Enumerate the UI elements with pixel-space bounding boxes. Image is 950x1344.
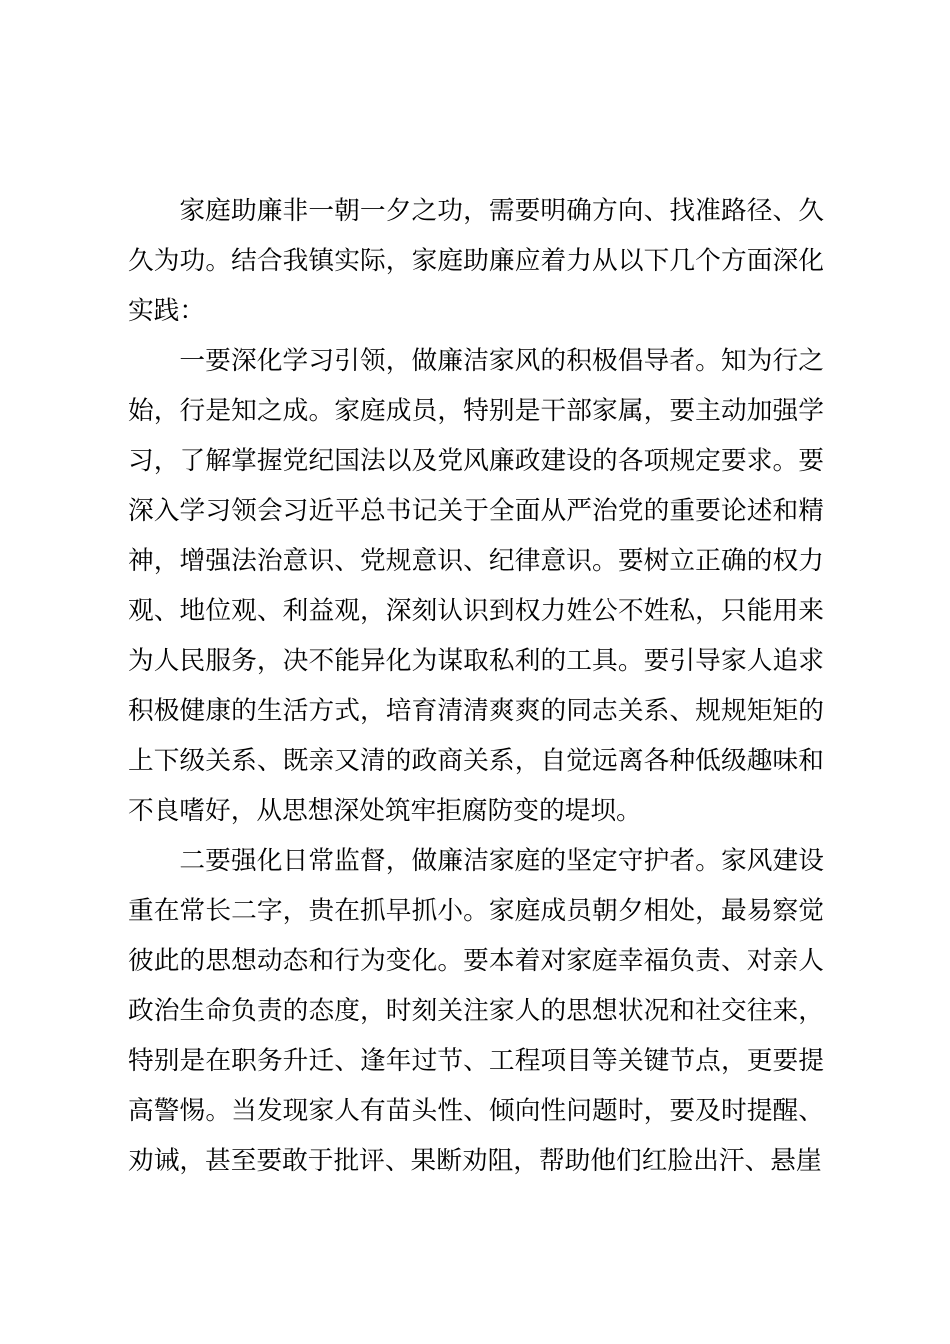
paragraph-intro: 家庭助廉非一朝一夕之功，需要明确方向、找准路径、久久为功。结合我镇实际，家庭助廉应着力从以下几个方面深化实践： — [128, 197, 824, 325]
paragraph-point-two: 二要强化日常监督，做廉洁家庭的坚定守护者。家风建设重在常长二字，贵在抓早抓小。家庭成员朝夕相处，最易察觉彼此的思想动态和行为变化。要本着对家庭幸福负责、对亲人政治生命负责的态度，时刻关注家人的思想状况和社交往来，特别是在职务升迁、逢年过节、工程项目等关键节点，更要提高警惕。当发现家人有苗头性、倾向性问题时，要及时提醒、劝诫，甚至要敢于批评、果断劝阻，帮助他们红脸出汗、悬崖 — [128, 847, 824, 1175]
paragraph-point-one: 一要深化学习引领，做廉洁家风的积极倡导者。知为行之始，行是知之成。家庭成员，特别是干部家属，要主动加强学习，了解掌握党纪国法以及党风廉政建设的各项规定要求。要深入学习领会习近平总书记关于全面从严治党的重要论述和精神，增强法治意识、党规意识、纪律意识。要树立正确的权力观、地位观、利益观，深刻认识到权力姓公不姓私，只能用来为人民服务，决不能异化为谋取私利的工具。要引导家人追求积极健康的生活方式，培育清清爽爽的同志关系、规规矩矩的上下级关系、既亲又清的政商关系，自觉远离各种低级趣味和不良嗜好，从思想深处筑牢拒腐防变的堤坝。 — [128, 347, 824, 825]
document-text-block — [128, 186, 824, 1186]
